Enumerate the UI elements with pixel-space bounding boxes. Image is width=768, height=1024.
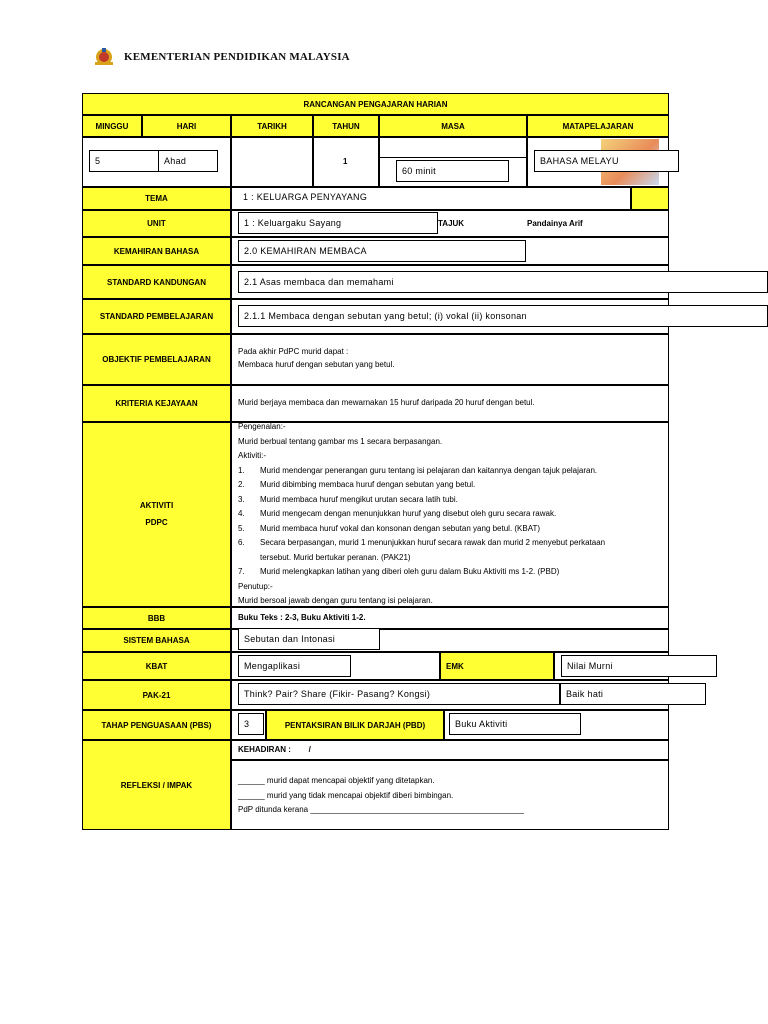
- header-hari: HARI: [142, 115, 231, 137]
- tema-value: 1 : KELUARGA PENYAYANG: [243, 192, 368, 202]
- tema-empty-cell: [631, 187, 669, 210]
- minggu-field[interactable]: 5: [89, 150, 175, 172]
- standard-kandungan-field[interactable]: 2.1 Asas membaca dan memahami: [238, 271, 768, 293]
- ministry-header: [92, 44, 350, 70]
- label-pdpc: PDPC: [145, 518, 168, 527]
- ministry-name: KEMENTERIAN PENDIDIKAN MALAYSIA: [124, 51, 350, 63]
- label-pbd: PENTAKSIRAN BILIK DARJAH (PBD): [266, 710, 444, 740]
- aktiviti-step-text: Murid dibimbing membaca huruf dengan sebutan yang betul.: [260, 480, 476, 489]
- aktiviti-step-number: 7.: [238, 567, 245, 576]
- label-tema: TEMA: [82, 187, 231, 210]
- label-tahap: TAHAP PENGUASAAN (PBS): [82, 710, 231, 740]
- refleksi-line-2: ______ murid yang tidak mencapai objektif diberi bimbingan.: [238, 790, 454, 800]
- label-emk: EMK: [446, 662, 464, 671]
- unit-field[interactable]: 1 : Keluargaku Sayang: [238, 212, 438, 234]
- hari-field[interactable]: Ahad: [158, 150, 218, 172]
- tahun-value: 1: [343, 157, 348, 166]
- aktiviti-step-text: Murid mengecam dengan menunjukkan huruf yang disebut oleh guru secara rawak.: [260, 509, 557, 518]
- aktiviti-step-number: 3.: [238, 494, 245, 504]
- label-objektif: OBJEKTIF PEMBELAJARAN: [82, 334, 231, 385]
- aktiviti-step-number: 1.: [238, 465, 245, 475]
- aktiviti-step: [238, 507, 605, 522]
- aktiviti-step-text: Murid mendengar penerangan guru tentang isi pelajaran dan kaitannya dengan tajuk pelajaran.: [260, 465, 598, 475]
- label-pak21: PAK-21: [82, 680, 231, 710]
- aktiviti-steps: [238, 464, 605, 580]
- label-kbat: KBAT: [82, 652, 231, 680]
- label-refleksi: REFLEKSI / IMPAK: [82, 740, 231, 830]
- aktiviti-step-text: Murid membaca huruf vokal dan konsonan dengan sebutan yang betul. (KBAT): [260, 523, 541, 533]
- refleksi-line-3: PdP ditunda kerana ________________________________________________: [238, 805, 524, 814]
- aktiviti-step-text: Murid melengkapkan latihan yang diberi oleh guru dalam Buku Aktiviti ms 1-2. (PBD): [260, 567, 560, 576]
- pbd-field[interactable]: Buku Aktiviti: [449, 713, 581, 735]
- pak21-field[interactable]: Think? Pair? Share (Fikir- Pasang? Kongsi): [238, 683, 560, 705]
- header-tarikh: TARIKH: [231, 115, 313, 137]
- penutup-text: Murid bersoal jawab dengan guru tentang isi pelajaran.: [238, 596, 433, 605]
- refleksi-line-1: ______ murid dapat mencapai objektif yang ditetapkan.: [238, 776, 435, 785]
- label-tajuk: TAJUK: [438, 219, 465, 228]
- label-sistem-bahasa: SISTEM BAHASA: [82, 629, 231, 652]
- header-tahun: TAHUN: [313, 115, 379, 137]
- objektif-line-2: Membaca huruf dengan sebutan yang betul.: [238, 360, 395, 369]
- refleksi-text: [238, 774, 524, 818]
- label-standard-pembelajaran: STANDARD PEMBELAJARAN: [82, 299, 231, 334]
- objektif-text: [238, 345, 395, 371]
- tajuk-value: Pandainya Arif: [527, 219, 583, 228]
- aktiviti-step-number: 5.: [238, 523, 245, 533]
- aktiviti-step-text: Murid membaca huruf mengikut urutan secara latih tubi.: [260, 494, 458, 504]
- kemahiran-field[interactable]: 2.0 KEMAHIRAN MEMBACA: [238, 240, 526, 262]
- aktiviti-step-number: 6.: [238, 538, 245, 547]
- aktiviti-text: [238, 420, 605, 609]
- header-matapelajaran: MATAPELAJARAN: [527, 115, 669, 137]
- penutup-heading: Penutup:-: [238, 581, 273, 591]
- kbat-field[interactable]: Mengaplikasi: [238, 655, 351, 677]
- pengenalan-heading: Pengenalan:-: [238, 422, 286, 431]
- kehadiran-text: KEHADIRAN : /: [238, 745, 311, 754]
- tarikh-cell: [231, 137, 313, 187]
- label-bbb: BBB: [82, 607, 231, 629]
- crest-logo-icon: [92, 45, 116, 69]
- rph-title: RANCANGAN PENGAJARAN HARIAN: [82, 93, 669, 115]
- emk-field[interactable]: Nilai Murni: [561, 655, 717, 677]
- masa-divider: [379, 137, 527, 158]
- label-kriteria: KRITERIA KEJAYAAN: [82, 385, 231, 422]
- aktiviti-step: [238, 551, 605, 566]
- label-standard-kandungan: STANDARD KANDUNGAN: [82, 265, 231, 299]
- aktiviti-heading: Aktiviti:-: [238, 451, 266, 460]
- label-aktiviti: AKTIVITI: [139, 501, 174, 510]
- pengenalan-text: Murid berbual tentang gambar ms 1 secara berpasangan.: [238, 436, 443, 446]
- kriteria-text: Murid berjaya membaca dan mewarnakan 15 huruf daripada 20 huruf dengan betul.: [238, 398, 535, 407]
- tahap-field[interactable]: 3: [238, 713, 264, 735]
- label-unit: UNIT: [82, 210, 231, 237]
- pak21-nilai-field[interactable]: Baik hati: [560, 683, 706, 705]
- aktiviti-step: [238, 565, 605, 580]
- header-minggu: MINGGU: [82, 115, 142, 137]
- aktiviti-step: [238, 493, 605, 508]
- masa-field[interactable]: 60 minit: [396, 160, 509, 182]
- aktiviti-step: [238, 478, 605, 493]
- matapelajaran-field[interactable]: BAHASA MELAYU: [534, 150, 679, 172]
- aktiviti-step-number: 4.: [238, 509, 245, 518]
- label-kemahiran-bahasa: KEMAHIRAN BAHASA: [82, 237, 231, 265]
- aktiviti-step-number: 2.: [238, 480, 245, 489]
- aktiviti-step: [238, 536, 605, 551]
- aktiviti-step: [238, 522, 605, 537]
- label-aktiviti-cell: [82, 422, 231, 607]
- aktiviti-step: [238, 464, 605, 479]
- bbb-value: Buku Teks : 2-3, Buku Aktiviti 1-2.: [238, 613, 366, 622]
- aktiviti-step-text: tersebut. Murid bertukar peranan. (PAK21): [260, 552, 411, 562]
- sistem-bahasa-field[interactable]: Sebutan dan Intonasi: [238, 628, 380, 650]
- aktiviti-step-text: Secara berpasangan, murid 1 menunjukkan huruf secara rawak dan murid 2 menyebut perkataan: [260, 538, 606, 547]
- header-masa: MASA: [379, 115, 527, 137]
- standard-pembelajaran-field[interactable]: 2.1.1 Membaca dengan sebutan yang betul; (i) vokal (ii) konsonan: [238, 305, 768, 327]
- objektif-line-1: Pada akhir PdPC murid dapat :: [238, 347, 349, 356]
